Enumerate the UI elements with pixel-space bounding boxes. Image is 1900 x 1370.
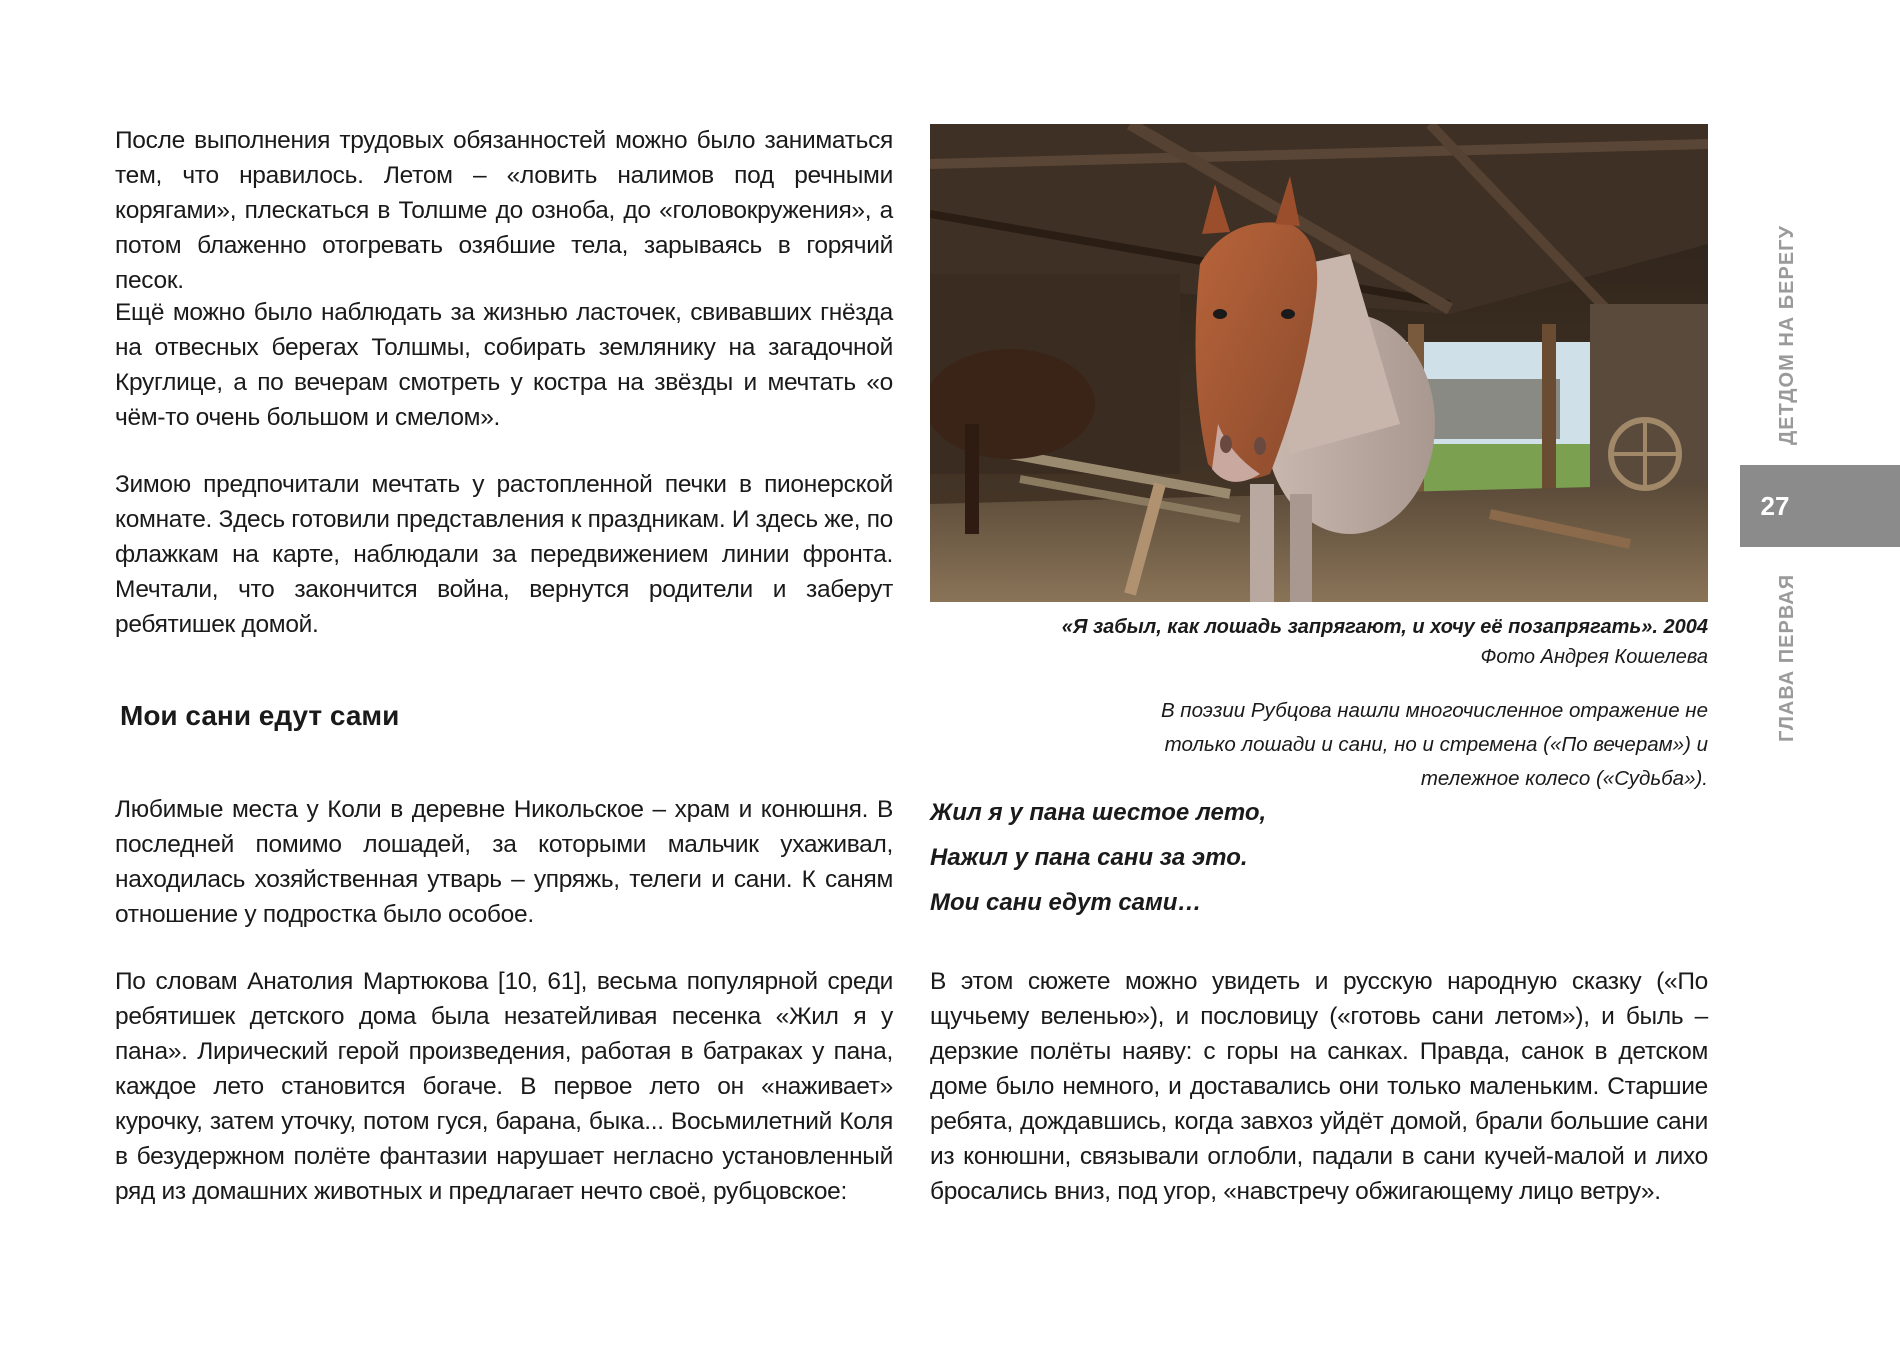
page-number: 27: [1760, 490, 1790, 521]
side-note: В поэзии Рубцова нашли многочисленное отражение не только лошади и сани, но и стремена («По вечерам») и тележное колесо («Судьба»).: [1160, 699, 1708, 790]
running-chapter-title: ГЛАВА ПЕРВАЯ: [1776, 573, 1798, 742]
paragraph-2: Ещё можно было наблюдать за жизнью ласточек, свивавших гнёзда на отвесных берегах Толшмы, собирать землянику на загадочной Круглице, а по вечерам смотреть у костра на звёзды и мечтать «о чём-то очень большом и смелом».: [115, 299, 893, 431]
section-heading: Мои сани едут сами: [120, 700, 400, 731]
photo-caption: «Я забыл, как лошадь запрягают, и хочу её позапрягать». 2004: [1061, 616, 1708, 638]
paragraph-4: Любимые места у Коли в деревне Никольское – храм и конюшня. В последней помимо лошадей, за которыми мальчик ухаживал, находилась хозяйственная утварь – упряжь, телеги и сани. К саням отношение у подростка было особое.: [115, 796, 893, 928]
photo-credit: Фото Андрея Кошелева: [1480, 646, 1708, 668]
verse-line: Жил я у пана шестое лето,: [930, 799, 1267, 826]
verse-line: Мои сани едут сами…: [930, 889, 1202, 916]
paragraph-1: После выполнения трудовых обязанностей можно было заниматься тем, что нравилось. Летом – «ловить налимов под речными корягами», плескаться в Толшме до озноба, до «головокружения», а потом блаженно отогревать озябшие тела, зарываясь в горячий песок.: [115, 127, 893, 294]
paragraph-5: По словам Анатолия Мартюкова [10, 61], весьма популярной среди ребятишек детского дома была незатейливая песенка «Жил я у пана». Лирический герой произведения, работая в батраках у пана, каждое лето становится богаче. В первое лето он «наживает» курочку, затем уточку, потом гуся, барана, быка... Восьмилетний Коля в безудержном полёте фантазии нарушает негласно установленный ряд из домашних животных и предлагает нечто своё, рубцовское:: [115, 968, 893, 1205]
horse-barn-photo: [930, 124, 1708, 602]
verse-line: Нажил у пана сани за это.: [930, 844, 1248, 871]
verse-block: [930, 790, 1530, 925]
running-section-title: ДЕТДОМ НА БЕРЕГУ: [1776, 225, 1798, 445]
paragraph-6: В этом сюжете можно увидеть и русскую народную сказку («По щучьему веленью»), и пословицу («готовь сани летом»), и быль – дерзкие полёты наяву: с горы на санках. Правда, санок в детском доме было немного, и доставались они только маленьким. Старшие ребята, дождавшись, когда завхоз уйдёт домой, брали большие сани из конюшни, связывали оглобли, падали в сани кучей-малой и лихо бросались вниз, под угор, «навстречу обжигающему лицо ветру».: [930, 968, 1708, 1205]
paragraph-3: Зимою предпочитали мечтать у растопленной печки в пионерской комнате. Здесь готовили представления к праздникам. И здесь же, по флажкам на карте, наблюдали за передвижением линии фронта. Мечтали, что закончится война, вернутся родители и заберут ребятишек домой.: [115, 471, 894, 638]
